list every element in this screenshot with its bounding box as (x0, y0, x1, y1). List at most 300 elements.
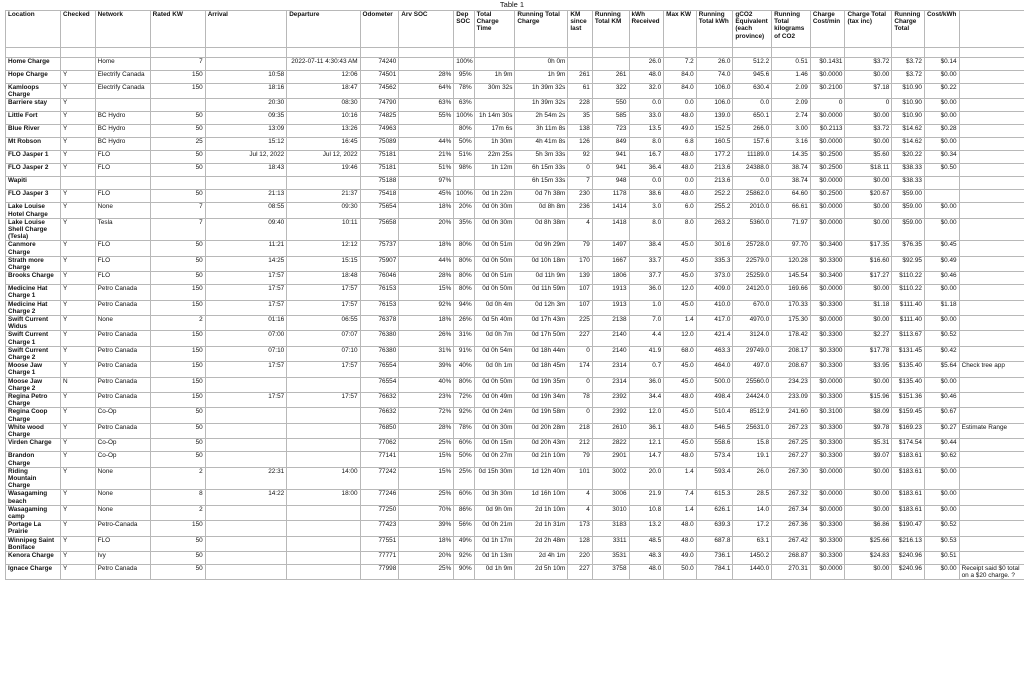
cell-running-total-kilograms-of-co2[interactable]: 2.09 (772, 84, 811, 99)
cell-dep-soc[interactable]: 80% (454, 256, 474, 271)
cell-checked[interactable]: Y (61, 99, 96, 112)
cell-total-charge-time[interactable]: 0d 3h 30m (474, 490, 515, 505)
location-cell[interactable]: Brooks Charge (6, 272, 61, 285)
cell-rated-kw[interactable]: 50 (150, 190, 205, 203)
cell-arrival[interactable]: 17:57 (205, 393, 287, 408)
cell-charge-cost-min[interactable]: $0.3300 (810, 346, 845, 361)
cell-km-since-last[interactable]: 174 (568, 362, 592, 377)
cell-departure[interactable] (287, 452, 360, 467)
cell-charge-cost-min[interactable]: $0.3300 (810, 551, 845, 564)
cell-cost-kwh[interactable]: $0.00 (924, 112, 959, 125)
cell-km-since-last[interactable]: 4 (568, 490, 592, 505)
cell-odometer[interactable]: 75188 (360, 177, 399, 190)
cell-checked[interactable]: Y (61, 536, 96, 551)
cell-network[interactable]: BC Hydro (95, 125, 150, 138)
cell-charge-cost-min[interactable]: $0.3300 (810, 536, 845, 551)
cell-notes[interactable]: Check tree app (959, 362, 1024, 377)
column-header-arv-soc[interactable]: Arv SOC (399, 11, 454, 48)
cell-dep-soc[interactable]: 94% (454, 300, 474, 315)
cell-km-since-last[interactable]: 138 (568, 125, 592, 138)
cell-kwh-received[interactable]: 13.2 (629, 521, 664, 536)
cell-network[interactable]: None (95, 505, 150, 520)
cell-checked[interactable]: Y (61, 393, 96, 408)
cell-charge-cost-min[interactable]: $0.0000 (810, 138, 845, 151)
cell-network[interactable]: Petro Canada (95, 285, 150, 300)
cell-kwh-received[interactable]: 0.0 (629, 177, 664, 190)
cell-gco2-equivalent-each-province[interactable]: 25560.0 (733, 377, 772, 392)
cell-odometer[interactable]: 76554 (360, 377, 399, 392)
cell-notes[interactable] (959, 505, 1024, 520)
cell-kwh-received[interactable]: 8.0 (629, 218, 664, 241)
cell-network[interactable]: FLO (95, 190, 150, 203)
cell-running-total-kilograms-of-co2[interactable]: 38.74 (772, 177, 811, 190)
cell-network[interactable]: Petro Canada (95, 331, 150, 346)
cell-total-charge-time[interactable]: 0d 0h 1m (474, 362, 515, 377)
cell-running-total-km[interactable]: 1418 (592, 218, 629, 241)
cell-kwh-received[interactable]: 3.0 (629, 203, 664, 218)
location-cell[interactable]: Swift Current Widus (6, 316, 61, 331)
cell-arv-soc[interactable]: 25% (399, 564, 454, 579)
cell-running-charge-total[interactable]: $10.90 (892, 99, 925, 112)
cell-network[interactable]: FLO (95, 164, 150, 177)
cell-departure[interactable] (287, 439, 360, 452)
cell-arrival[interactable]: 07:10 (205, 346, 287, 361)
cell-odometer[interactable]: 76046 (360, 272, 399, 285)
cell-kwh-received[interactable]: 20.0 (629, 467, 664, 490)
cell-gco2-equivalent-each-province[interactable]: 17.2 (733, 521, 772, 536)
cell-charge-cost-min[interactable]: $0.0000 (810, 285, 845, 300)
cell-dep-soc[interactable]: 50% (454, 452, 474, 467)
cell-arv-soc[interactable]: 18% (399, 203, 454, 218)
cell-arv-soc[interactable]: 18% (399, 316, 454, 331)
cell-departure[interactable]: 19:46 (287, 164, 360, 177)
cell-running-total-kwh[interactable]: 213.6 (696, 164, 733, 177)
cell-gco2-equivalent-each-province[interactable]: 8512.9 (733, 408, 772, 423)
cell-running-total-kilograms-of-co2[interactable]: 270.31 (772, 564, 811, 579)
cell-departure[interactable] (287, 536, 360, 551)
cell-km-since-last[interactable]: 35 (568, 112, 592, 125)
cell-departure[interactable]: 07:07 (287, 331, 360, 346)
cell-arv-soc[interactable]: 20% (399, 218, 454, 241)
cell-departure[interactable] (287, 408, 360, 423)
cell-rated-kw[interactable]: 50 (150, 125, 205, 138)
cell-km-since-last[interactable]: 107 (568, 300, 592, 315)
cell-checked[interactable] (61, 48, 96, 58)
cell-notes[interactable] (959, 48, 1024, 58)
cell-departure[interactable]: 13:26 (287, 125, 360, 138)
cell-charge-cost-min[interactable]: $0.3300 (810, 256, 845, 271)
cell-running-total-km[interactable]: 2138 (592, 316, 629, 331)
cell-charge-cost-min[interactable]: $0.0000 (810, 218, 845, 241)
cell-notes[interactable] (959, 346, 1024, 361)
cell-departure[interactable] (287, 505, 360, 520)
cell-checked[interactable]: Y (61, 362, 96, 377)
cell-running-total-kilograms-of-co2[interactable]: 66.61 (772, 203, 811, 218)
cell-charge-cost-min[interactable]: $0.0000 (810, 467, 845, 490)
cell-running-total-kilograms-of-co2[interactable]: 208.67 (772, 362, 811, 377)
cell-dep-soc[interactable]: 92% (454, 408, 474, 423)
cell-departure[interactable]: 17:57 (287, 362, 360, 377)
cell-running-charge-total[interactable]: $131.45 (892, 346, 925, 361)
location-cell[interactable]: FLO Jasper 1 (6, 151, 61, 164)
cell-running-total-kilograms-of-co2[interactable]: 268.87 (772, 551, 811, 564)
cell-charge-cost-min[interactable]: $0.2100 (810, 84, 845, 99)
column-header-running-total-kilograms-of-co2[interactable]: Running Total kilograms of CO2 (772, 11, 811, 48)
cell-running-total-kwh[interactable]: 410.0 (696, 300, 733, 315)
cell-network[interactable] (95, 177, 150, 190)
cell-total-charge-time[interactable]: 22m 25s (474, 151, 515, 164)
cell-rated-kw[interactable]: 150 (150, 521, 205, 536)
cell-running-total-charge[interactable]: 0d 9h 29m (515, 241, 568, 256)
cell-max-kw[interactable]: 7.4 (664, 490, 697, 505)
cell-odometer[interactable]: 76153 (360, 285, 399, 300)
cell-dep-soc[interactable]: 80% (454, 241, 474, 256)
location-cell[interactable]: Barriere stay (6, 99, 61, 112)
cell-departure[interactable]: 09:30 (287, 203, 360, 218)
cell-running-total-km[interactable]: 3006 (592, 490, 629, 505)
cell-max-kw[interactable]: 45.0 (664, 439, 697, 452)
cell-checked[interactable]: Y (61, 408, 96, 423)
cell-max-kw[interactable]: 50.0 (664, 564, 697, 579)
cell-cost-kwh[interactable]: $0.34 (924, 151, 959, 164)
cell-gco2-equivalent-each-province[interactable]: 0.0 (733, 177, 772, 190)
cell-odometer[interactable] (360, 48, 399, 58)
cell-arrival[interactable] (205, 505, 287, 520)
cell-running-charge-total[interactable]: $240.96 (892, 551, 925, 564)
cell-running-total-kwh[interactable]: 409.0 (696, 285, 733, 300)
cell-running-total-km[interactable]: 1806 (592, 272, 629, 285)
cell-notes[interactable] (959, 316, 1024, 331)
cell-charge-cost-min[interactable]: $0.0000 (810, 203, 845, 218)
cell-dep-soc[interactable]: 60% (454, 490, 474, 505)
cell-km-since-last[interactable]: 4 (568, 218, 592, 241)
cell-running-total-km[interactable]: 261 (592, 71, 629, 84)
cell-cost-kwh[interactable] (924, 177, 959, 190)
cell-max-kw[interactable]: 45.0 (664, 256, 697, 271)
location-cell[interactable]: Virden Charge (6, 439, 61, 452)
cell-dep-soc[interactable]: 80% (454, 125, 474, 138)
cell-total-charge-time[interactable] (474, 177, 515, 190)
cell-running-total-charge[interactable]: 0d 11h 59m (515, 285, 568, 300)
cell-charge-total-tax-inc[interactable]: $6.86 (845, 521, 892, 536)
cell-charge-total-tax-inc[interactable] (845, 48, 892, 58)
cell-km-since-last[interactable]: 4 (568, 505, 592, 520)
cell-km-since-last[interactable]: 79 (568, 452, 592, 467)
cell-total-charge-time[interactable]: 1h 9m (474, 71, 515, 84)
cell-rated-kw[interactable]: 150 (150, 285, 205, 300)
cell-arv-soc[interactable]: 18% (399, 536, 454, 551)
cell-kwh-received[interactable]: 48.3 (629, 551, 664, 564)
cell-kwh-received[interactable]: 34.4 (629, 393, 664, 408)
cell-odometer[interactable]: 77062 (360, 439, 399, 452)
cell-cost-kwh[interactable]: $0.46 (924, 393, 959, 408)
cell-cost-kwh[interactable]: $0.44 (924, 439, 959, 452)
cell-arrival[interactable]: 10:58 (205, 71, 287, 84)
cell-km-since-last[interactable]: 230 (568, 190, 592, 203)
cell-total-charge-time[interactable]: 0d 0h 50m (474, 285, 515, 300)
cell-network[interactable]: Petro Canada (95, 393, 150, 408)
cell-cost-kwh[interactable]: $0.45 (924, 241, 959, 256)
cell-charge-total-tax-inc[interactable]: $0.00 (845, 138, 892, 151)
cell-gco2-equivalent-each-province[interactable]: 25728.0 (733, 241, 772, 256)
cell-gco2-equivalent-each-province[interactable]: 266.0 (733, 125, 772, 138)
cell-dep-soc[interactable]: 26% (454, 316, 474, 331)
cell-odometer[interactable]: 76850 (360, 423, 399, 438)
cell-arv-soc[interactable]: 45% (399, 190, 454, 203)
cell-total-charge-time[interactable]: 1h 30m (474, 138, 515, 151)
cell-running-total-km[interactable]: 2314 (592, 362, 629, 377)
cell-network[interactable]: BC Hydro (95, 138, 150, 151)
cell-departure[interactable]: 14:00 (287, 467, 360, 490)
cell-gco2-equivalent-each-province[interactable]: 28.5 (733, 490, 772, 505)
cell-running-total-kilograms-of-co2[interactable]: 38.74 (772, 164, 811, 177)
cell-dep-soc[interactable]: 80% (454, 285, 474, 300)
cell-running-total-kilograms-of-co2[interactable]: 267.25 (772, 439, 811, 452)
cell-max-kw[interactable]: 6.8 (664, 138, 697, 151)
cell-notes[interactable] (959, 151, 1024, 164)
cell-max-kw[interactable]: 48.0 (664, 164, 697, 177)
cell-charge-total-tax-inc[interactable]: $0.00 (845, 203, 892, 218)
cell-notes[interactable] (959, 452, 1024, 467)
cell-running-total-charge[interactable]: 0d 12h 3m (515, 300, 568, 315)
cell-checked[interactable]: Y (61, 452, 96, 467)
cell-notes[interactable] (959, 177, 1024, 190)
cell-dep-soc[interactable]: 90% (454, 564, 474, 579)
cell-rated-kw[interactable]: 7 (150, 218, 205, 241)
cell-notes[interactable] (959, 99, 1024, 112)
cell-charge-cost-min[interactable]: $0.0000 (810, 377, 845, 392)
cell-running-total-charge[interactable]: 6h 15m 33s (515, 177, 568, 190)
cell-running-charge-total[interactable] (892, 48, 925, 58)
cell-gco2-equivalent-each-province[interactable]: 1450.2 (733, 551, 772, 564)
cell-charge-cost-min[interactable]: $0.0000 (810, 71, 845, 84)
cell-notes[interactable] (959, 490, 1024, 505)
cell-dep-soc[interactable]: 100% (454, 112, 474, 125)
cell-running-total-charge[interactable]: 0d 19h 58m (515, 408, 568, 423)
cell-charge-total-tax-inc[interactable]: $16.60 (845, 256, 892, 271)
cell-running-total-kilograms-of-co2[interactable]: 233.09 (772, 393, 811, 408)
cell-charge-total-tax-inc[interactable]: $18.11 (845, 164, 892, 177)
cell-rated-kw[interactable]: 150 (150, 71, 205, 84)
cell-running-total-charge[interactable]: 1h 39m 32s (515, 99, 568, 112)
cell-gco2-equivalent-each-province[interactable]: 25862.0 (733, 190, 772, 203)
cell-rated-kw[interactable]: 150 (150, 84, 205, 99)
cell-departure[interactable]: 12:12 (287, 241, 360, 256)
cell-arv-soc[interactable] (399, 125, 454, 138)
cell-max-kw[interactable]: 1.4 (664, 316, 697, 331)
cell-charge-total-tax-inc[interactable]: $0.00 (845, 316, 892, 331)
cell-gco2-equivalent-each-province[interactable]: 157.6 (733, 138, 772, 151)
cell-km-since-last[interactable]: 225 (568, 316, 592, 331)
cell-gco2-equivalent-each-province[interactable]: 22579.0 (733, 256, 772, 271)
cell-cost-kwh[interactable]: $0.00 (924, 218, 959, 241)
cell-checked[interactable]: Y (61, 521, 96, 536)
cell-running-total-kilograms-of-co2[interactable]: 3.16 (772, 138, 811, 151)
cell-dep-soc[interactable]: 60% (454, 439, 474, 452)
cell-running-total-kilograms-of-co2[interactable]: 208.17 (772, 346, 811, 361)
cell-charge-cost-min[interactable]: $0.3300 (810, 331, 845, 346)
cell-arv-soc[interactable]: 92% (399, 300, 454, 315)
cell-km-since-last[interactable]: 139 (568, 272, 592, 285)
cell-departure[interactable]: 07:10 (287, 346, 360, 361)
location-cell[interactable]: Medicine Hat Charge 1 (6, 285, 61, 300)
cell-arv-soc[interactable]: 25% (399, 439, 454, 452)
cell-arrival[interactable]: 13:09 (205, 125, 287, 138)
cell-km-since-last[interactable]: 227 (568, 564, 592, 579)
cell-gco2-equivalent-each-province[interactable]: 19.1 (733, 452, 772, 467)
cell-running-charge-total[interactable]: $14.62 (892, 138, 925, 151)
cell-gco2-equivalent-each-province[interactable]: 14.0 (733, 505, 772, 520)
cell-charge-total-tax-inc[interactable]: $9.78 (845, 423, 892, 438)
cell-rated-kw[interactable]: 150 (150, 331, 205, 346)
cell-kwh-received[interactable]: 36.0 (629, 377, 664, 392)
cell-gco2-equivalent-each-province[interactable]: 945.6 (733, 71, 772, 84)
cell-running-charge-total[interactable]: $110.22 (892, 272, 925, 285)
cell-running-total-kwh[interactable]: 335.3 (696, 256, 733, 271)
cell-running-total-charge[interactable]: 2d 4h 1m (515, 551, 568, 564)
cell-running-total-km[interactable]: 3531 (592, 551, 629, 564)
cell-kwh-received[interactable]: 33.0 (629, 112, 664, 125)
cell-dep-soc[interactable]: 51% (454, 151, 474, 164)
cell-kwh-received[interactable] (629, 48, 664, 58)
cell-cost-kwh[interactable]: $0.00 (924, 505, 959, 520)
cell-odometer[interactable]: 74240 (360, 58, 399, 71)
cell-charge-cost-min[interactable]: $0.2500 (810, 164, 845, 177)
cell-running-charge-total[interactable]: $111.40 (892, 316, 925, 331)
cell-arv-soc[interactable]: 72% (399, 408, 454, 423)
location-cell[interactable]: Riding Mountain Charge (6, 467, 61, 490)
cell-arv-soc[interactable] (399, 58, 454, 71)
cell-charge-cost-min[interactable]: $0.0000 (810, 490, 845, 505)
location-cell[interactable]: Wapiti (6, 177, 61, 190)
cell-rated-kw[interactable]: 50 (150, 536, 205, 551)
cell-notes[interactable] (959, 203, 1024, 218)
cell-kwh-received[interactable]: 33.7 (629, 256, 664, 271)
cell-km-since-last[interactable]: 0 (568, 346, 592, 361)
cell-kwh-received[interactable]: 0.0 (629, 99, 664, 112)
cell-total-charge-time[interactable]: 0d 0h 51m (474, 241, 515, 256)
cell-rated-kw[interactable]: 50 (150, 423, 205, 438)
cell-notes[interactable]: Receipt said $0 total on a $20 charge. ? (959, 564, 1024, 579)
cell-running-total-kwh[interactable]: 373.0 (696, 272, 733, 285)
cell-rated-kw[interactable]: 50 (150, 151, 205, 164)
cell-running-charge-total[interactable]: $183.61 (892, 505, 925, 520)
cell-charge-total-tax-inc[interactable]: $25.66 (845, 536, 892, 551)
cell-departure[interactable]: 17:57 (287, 300, 360, 315)
cell-kwh-received[interactable]: 4.4 (629, 331, 664, 346)
column-header-notes[interactable] (959, 11, 1024, 48)
cell-running-total-charge[interactable]: 1d 12h 40m (515, 467, 568, 490)
cell-checked[interactable]: Y (61, 505, 96, 520)
cell-network[interactable]: FLO (95, 272, 150, 285)
cell-kwh-received[interactable]: 38.6 (629, 190, 664, 203)
cell-running-total-km[interactable]: 1913 (592, 300, 629, 315)
cell-cost-kwh[interactable]: $0.67 (924, 408, 959, 423)
cell-dep-soc[interactable]: 100% (454, 58, 474, 71)
cell-max-kw[interactable]: 1.4 (664, 505, 697, 520)
cell-km-since-last[interactable]: 61 (568, 84, 592, 99)
cell-running-total-kwh[interactable]: 301.6 (696, 241, 733, 256)
cell-running-total-kwh[interactable]: 687.8 (696, 536, 733, 551)
cell-notes[interactable] (959, 331, 1024, 346)
cell-running-total-charge[interactable]: 0d 7h 38m (515, 190, 568, 203)
cell-dep-soc[interactable]: 78% (454, 84, 474, 99)
cell-odometer[interactable]: 76153 (360, 300, 399, 315)
cell-arrival[interactable] (205, 177, 287, 190)
cell-charge-cost-min[interactable]: $0.3300 (810, 393, 845, 408)
cell-total-charge-time[interactable]: 0d 0h 49m (474, 393, 515, 408)
cell-rated-kw[interactable]: 7 (150, 58, 205, 71)
cell-running-total-kilograms-of-co2[interactable]: 267.23 (772, 423, 811, 438)
cell-network[interactable]: FLO (95, 241, 150, 256)
cell-running-total-km[interactable]: 2140 (592, 331, 629, 346)
cell-running-total-kwh[interactable]: 784.1 (696, 564, 733, 579)
cell-running-charge-total[interactable]: $20.22 (892, 151, 925, 164)
cell-cost-kwh[interactable]: $0.50 (924, 164, 959, 177)
cell-running-total-charge[interactable]: 0d 17h 43m (515, 316, 568, 331)
cell-network[interactable]: Electrify Canada (95, 84, 150, 99)
location-cell[interactable]: Swift Current Charge 2 (6, 346, 61, 361)
location-cell[interactable]: Regina Coop Charge (6, 408, 61, 423)
cell-running-total-kilograms-of-co2[interactable]: 267.42 (772, 536, 811, 551)
cell-kwh-received[interactable]: 48.5 (629, 536, 664, 551)
location-cell[interactable]: Mt Robson (6, 138, 61, 151)
cell-running-total-kwh[interactable]: 546.5 (696, 423, 733, 438)
cell-cost-kwh[interactable]: $0.52 (924, 521, 959, 536)
cell-running-total-kwh[interactable]: 498.4 (696, 393, 733, 408)
cell-rated-kw[interactable]: 50 (150, 112, 205, 125)
cell-max-kw[interactable]: 84.0 (664, 84, 697, 99)
cell-rated-kw[interactable]: 50 (150, 439, 205, 452)
cell-kwh-received[interactable]: 14.7 (629, 452, 664, 467)
cell-departure[interactable]: Jul 12, 2022 (287, 151, 360, 164)
cell-odometer[interactable]: 74825 (360, 112, 399, 125)
cell-running-total-km[interactable]: 3183 (592, 521, 629, 536)
cell-gco2-equivalent-each-province[interactable]: 3124.0 (733, 331, 772, 346)
cell-total-charge-time[interactable] (474, 48, 515, 58)
cell-arrival[interactable] (205, 408, 287, 423)
cell-total-charge-time[interactable] (474, 58, 515, 71)
cell-arv-soc[interactable]: 28% (399, 272, 454, 285)
cell-running-charge-total[interactable]: $14.62 (892, 125, 925, 138)
column-header-charge-cost-min[interactable]: Charge Cost/min (810, 11, 845, 48)
cell-running-total-km[interactable]: 2392 (592, 408, 629, 423)
cell-checked[interactable]: Y (61, 112, 96, 125)
cell-charge-total-tax-inc[interactable]: $0.00 (845, 490, 892, 505)
cell-km-since-last[interactable]: 7 (568, 177, 592, 190)
location-cell[interactable]: Hope Charge (6, 71, 61, 84)
cell-running-total-charge[interactable]: 4h 41m 8s (515, 138, 568, 151)
cell-cost-kwh[interactable]: $1.18 (924, 300, 959, 315)
cell-charge-total-tax-inc[interactable]: $0.00 (845, 177, 892, 190)
cell-charge-cost-min[interactable]: $0.3300 (810, 362, 845, 377)
location-cell[interactable]: Winnipeg Saint Boniface (6, 536, 61, 551)
cell-kwh-received[interactable]: 10.8 (629, 505, 664, 520)
cell-arrival[interactable] (205, 521, 287, 536)
cell-kwh-received[interactable]: 32.0 (629, 84, 664, 99)
cell-running-total-kwh[interactable]: 558.6 (696, 439, 733, 452)
cell-odometer[interactable]: 74963 (360, 125, 399, 138)
cell-running-total-km[interactable]: 2392 (592, 393, 629, 408)
cell-running-total-kwh[interactable]: 263.2 (696, 218, 733, 241)
cell-arrival[interactable]: 14:25 (205, 256, 287, 271)
cell-running-total-km[interactable]: 849 (592, 138, 629, 151)
cell-running-total-charge[interactable]: 0d 18h 45m (515, 362, 568, 377)
cell-network[interactable]: None (95, 467, 150, 490)
cell-cost-kwh[interactable]: $0.28 (924, 125, 959, 138)
cell-running-total-kilograms-of-co2[interactable]: 3.00 (772, 125, 811, 138)
cell-running-total-kilograms-of-co2[interactable]: 2.09 (772, 99, 811, 112)
